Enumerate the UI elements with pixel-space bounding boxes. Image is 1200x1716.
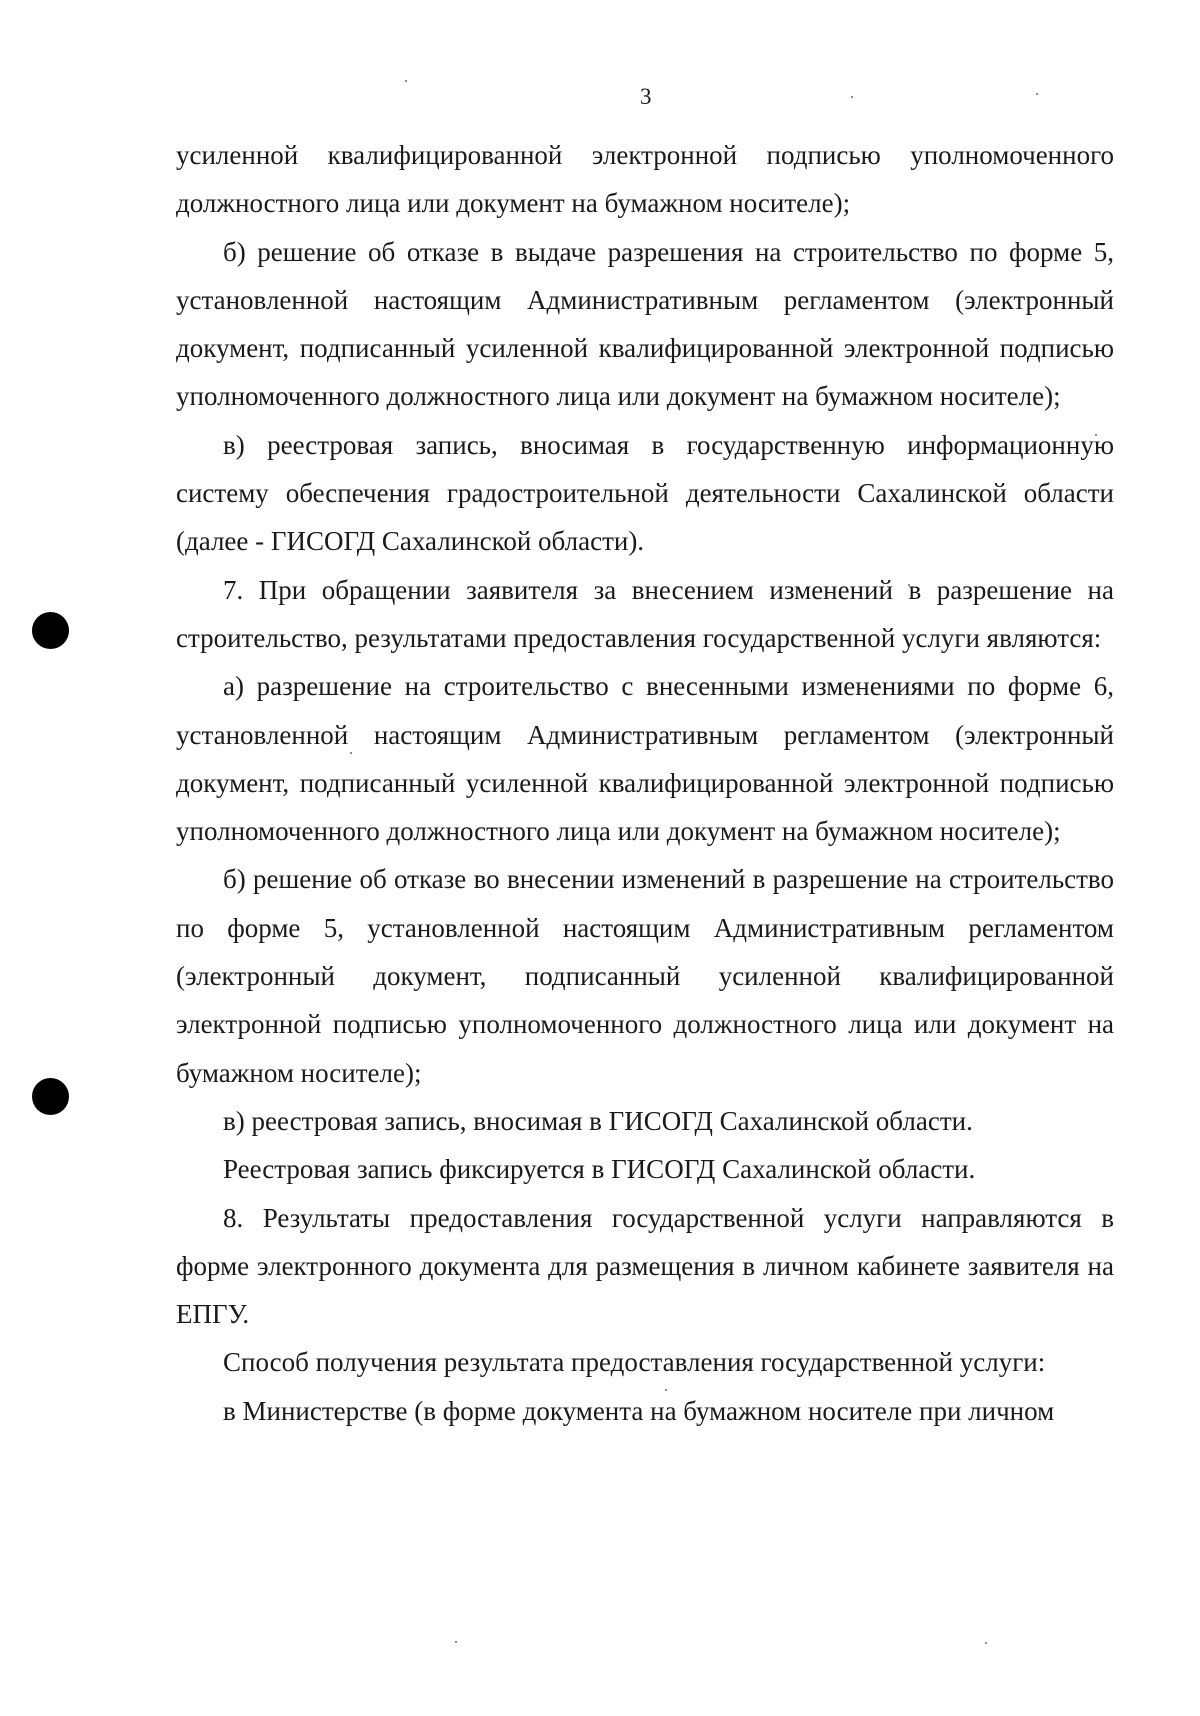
paragraph: Способ получения результата предоставления государственной услуги: (223, 1347, 1046, 1378)
scan-speck (851, 96, 853, 98)
punch-hole-mark (32, 612, 69, 649)
document-body (176, 131, 1114, 1435)
scan-speck (455, 1641, 457, 1643)
punch-hole-mark (32, 1078, 69, 1115)
scan-speck (1036, 93, 1038, 95)
scan-speck (405, 80, 407, 82)
paragraph-item-8: 8. Результаты предоставления государственной услуги направляются в форме электронного документа для размещения в личном кабинете заявителя на ЕПГУ. (176, 1202, 1114, 1330)
paragraph: б) решение об отказе во внесении изменений в разрешение на строительство по форме 5, установленной настоящим Административным регламентом (электронный документ, подписанный усиленной квалифицированной электронной подписью уполномоченного должностного лица или документ на бумажном носителе); (176, 864, 1114, 1088)
paragraph-item-7: 7. При обращении заявителя за внесением изменений в разрешение на строительство, результатами предоставления государственной услуги являются: (176, 574, 1114, 653)
scan-speck (985, 1642, 987, 1644)
paragraph: Реестровая запись фиксируется в ГИСОГД Сахалинской области. (223, 1154, 976, 1185)
paragraph: б) решение об отказе в выдаче разрешения на строительство по форме 5, установленной настоящим Административным регламентом (электронный документ, подписанный усиленной квалифицированной электронной подписью уполномоченного должностного лица или документ на бумажном носителе); (176, 236, 1114, 412)
page-number: 3 (640, 84, 652, 109)
paragraph: а) разрешение на строительство с внесенными изменениями по форме 6, установленной настоящим Административным регламентом (электронный документ, подписанный усиленной квалифицированной электронной подписью уполномоченного должностного лица или документ на бумажном носителе); (176, 671, 1114, 847)
paragraph: в) реестровая запись, вносимая в ГИСОГД Сахалинской области. (223, 1105, 973, 1136)
paragraph: в Министерстве (в форме документа на бумажном носителе при личном (223, 1395, 1055, 1426)
paragraph-continuation: усиленной квалифицированной электронной подписью уполномоченного должностного лица или документ на бумажном носителе); (176, 140, 1114, 219)
paragraph: в) реестровая запись, вносимая в государственную информационную систему обеспечения градостроительной деятельности Сахалинской области (далее - ГИСОГД Сахалинской области). (176, 429, 1114, 557)
